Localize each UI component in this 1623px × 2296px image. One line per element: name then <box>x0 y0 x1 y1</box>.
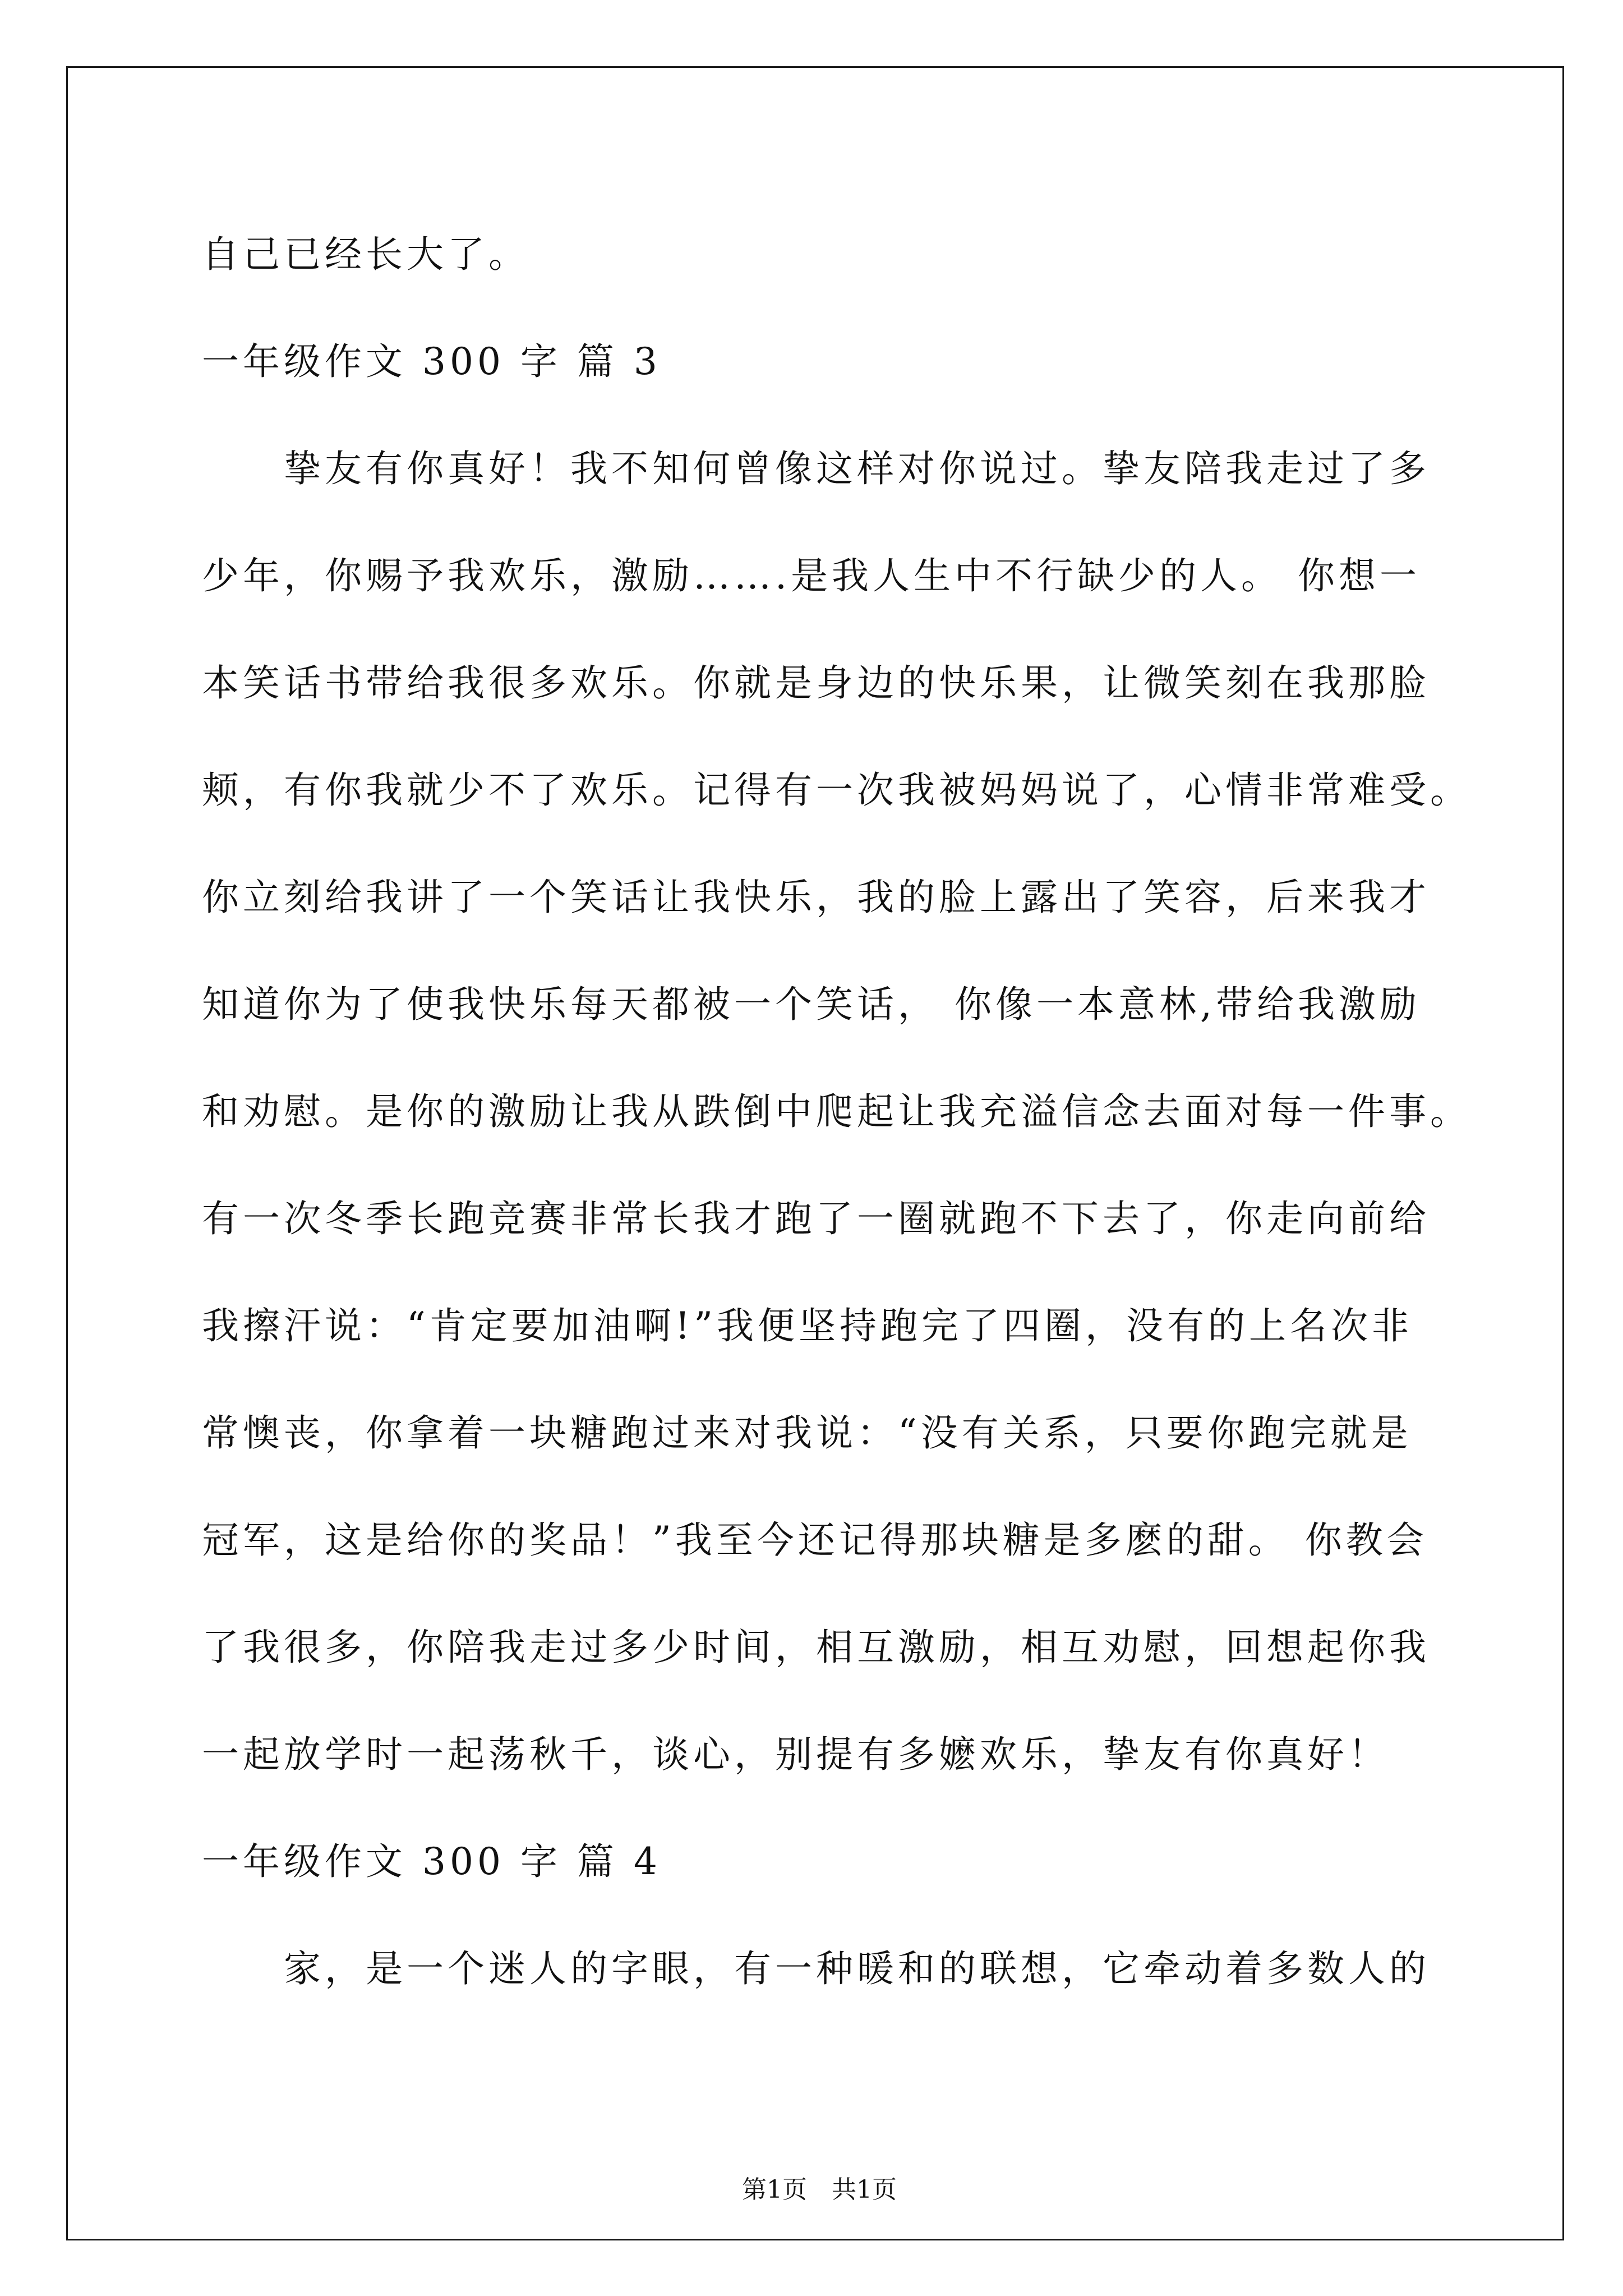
paragraph-line: 一起放学时一起荡秋千，谈心，别提有多嬷欢乐，挚友有你真好！ <box>202 1733 1389 1776</box>
paragraph-line: 有一次冬季长跑竞赛非常长我才跑了一圈就跑不下去了，你走向前给 <box>202 1197 1430 1240</box>
paragraph-line: 和劝慰。是你的激励让我从跌倒中爬起让我充溢信念去面对每一件事。 <box>202 1090 1471 1133</box>
paragraph-line: 本笑话书带给我很多欢乐。你就是身边的快乐果，让微笑刻在我那脸 <box>202 661 1430 705</box>
paragraph-line: 少年，你赐予我欢乐，激励…….是我人生中不行缺少的人。 你想一 <box>202 554 1421 597</box>
page-number: 第1页 <box>741 2175 807 2204</box>
paragraph-line: 冠军，这是给你的奖品！”我至今还记得那块糖是多麽的甜。 你教会 <box>202 1519 1428 1562</box>
paragraph-line: 了我很多，你陪我走过多少时间，相互激励，相互劝慰，回想起你我 <box>202 1626 1430 1669</box>
paragraph-line: 知道你为了使我快乐每天都被一个笑话， 你像一本意林,带给我激励 <box>202 983 1421 1026</box>
document-body <box>202 201 1537 2022</box>
paragraph-line: 我擦汗说：“肯定要加油啊!”我便坚持跑完了四圈，没有的上名次非 <box>202 1304 1413 1347</box>
page-footer <box>0 2139 1623 2204</box>
paragraph-line: 家，是一个迷人的字眼，有一种暖和的联想，它牵动着多数人的 <box>284 1947 1430 1990</box>
section-heading: 一年级作文 300 字 篇 3 <box>202 340 661 383</box>
intro-line: 自己已经长大了。 <box>202 233 529 276</box>
paragraph-line: 挚友有你真好！我不知何曾像这样对你说过。挚友陪我走过了多 <box>284 447 1430 490</box>
section-heading: 一年级作文 300 字 篇 4 <box>202 1840 661 1883</box>
paragraph-line: 颊，有你我就少不了欢乐。记得有一次我被妈妈说了，心情非常难受。 <box>202 769 1471 812</box>
paragraph-line: 你立刻给我讲了一个笑话让我快乐，我的脸上露出了笑容，后来我才 <box>202 876 1430 919</box>
paragraph-line: 常懊丧，你拿着一块糖跑过来对我说：“没有关系，只要你跑完就是 <box>202 1411 1412 1455</box>
page-total: 共1页 <box>831 2175 897 2204</box>
